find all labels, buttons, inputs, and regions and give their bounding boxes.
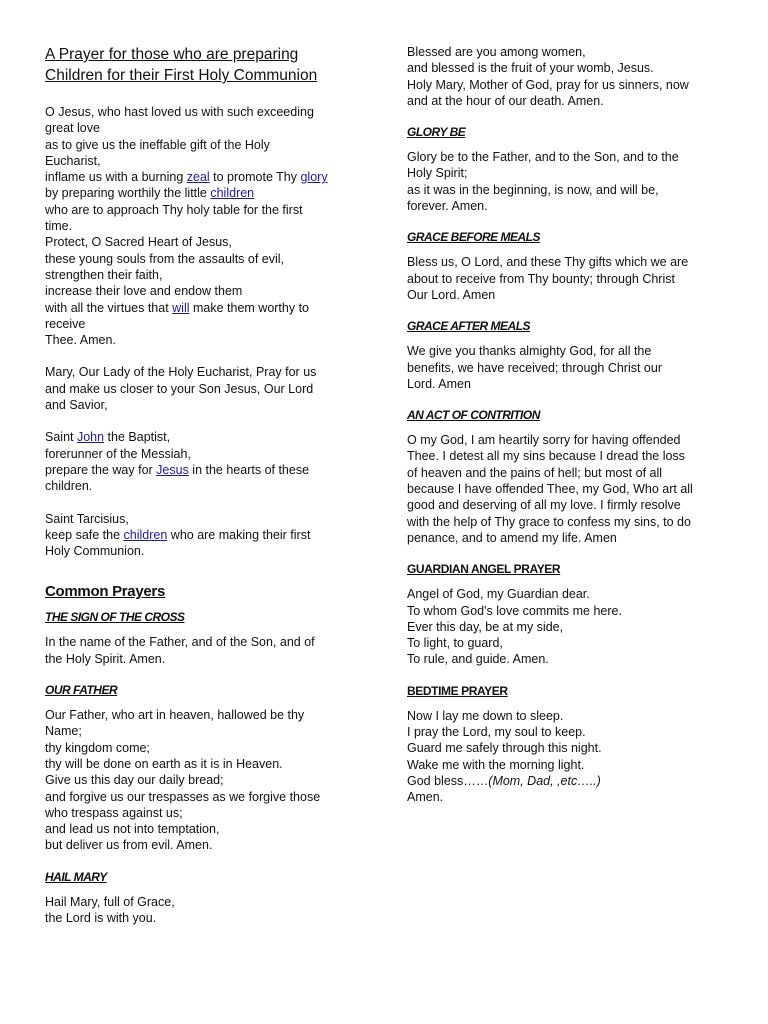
text-line: Eucharist, bbox=[45, 153, 101, 168]
text-line: Lord. Amen bbox=[407, 376, 471, 391]
text-fragment: with all the virtues that bbox=[45, 300, 173, 315]
text-line: Holy Spirit; bbox=[407, 166, 468, 181]
text-fragment: Saint bbox=[45, 430, 77, 445]
text-line: Name; bbox=[45, 724, 82, 739]
text-line: To whom God's love commits me here. bbox=[407, 603, 622, 618]
right-column bbox=[407, 44, 727, 806]
text-fragment: God bless…… bbox=[407, 773, 489, 788]
act-of-contrition-text bbox=[407, 432, 727, 546]
text-line: Holy Communion. bbox=[45, 544, 145, 559]
text-line: receive bbox=[45, 316, 86, 331]
sign-of-cross-text bbox=[45, 634, 365, 667]
text-line: as it was in the beginning, is now, and will be, bbox=[407, 182, 659, 197]
text-line: Blessed are you among women, bbox=[407, 45, 586, 59]
text-line: time. bbox=[45, 219, 73, 234]
mary-paragraph bbox=[45, 364, 365, 413]
children-link[interactable]: children bbox=[123, 527, 168, 542]
zeal-link[interactable]: zeal bbox=[186, 170, 210, 185]
text-line: I pray the Lord, my soul to keep. bbox=[407, 725, 586, 740]
common-prayers-heading: Common Prayers bbox=[45, 583, 166, 601]
text-line: forerunner of the Messiah, bbox=[45, 446, 191, 461]
text-line: with the help of Thy grace to confess my sins, to do bbox=[407, 514, 691, 529]
text-line: and forgive us our trespasses as we forgive those bbox=[45, 789, 321, 804]
text-line: and at the hour of our death. Amen. bbox=[407, 93, 604, 108]
text-line: great love bbox=[45, 121, 100, 136]
hail-mary-heading: HAIL MARY bbox=[45, 869, 107, 884]
text-line bbox=[407, 773, 727, 789]
grace-after-meals-heading: GRACE AFTER MEALS bbox=[407, 319, 531, 334]
text-fragment: keep safe the bbox=[45, 527, 124, 542]
text-line: about to receive from Thy bounty; through Christ bbox=[407, 271, 675, 286]
bedtime-prayer-heading: BEDTIME PRAYER bbox=[407, 683, 508, 698]
text-line: because I have offended Thee, my God, Who art all bbox=[407, 482, 693, 497]
text-line: Guard me safely through this night. bbox=[407, 741, 602, 756]
text-line: the Lord is with you. bbox=[45, 910, 157, 925]
text-line: good and deserving of all my love. I firmly resolve bbox=[407, 498, 681, 513]
text-line: Angel of God, my Guardian dear. bbox=[407, 587, 590, 602]
glory-be-heading: GLORY BE bbox=[407, 125, 466, 140]
text-line: and lead us not into temptation, bbox=[45, 822, 220, 837]
jesus-link[interactable]: Jesus bbox=[156, 462, 189, 477]
children-link[interactable]: children bbox=[210, 186, 255, 201]
sign-of-cross-heading: THE SIGN OF THE CROSS bbox=[45, 610, 185, 625]
title-line-1: A Prayer for those who are preparing bbox=[45, 46, 299, 63]
grace-before-meals-text bbox=[407, 254, 727, 303]
document-title bbox=[45, 44, 365, 86]
text-line: Our Lord. Amen bbox=[407, 287, 496, 302]
text-line: children. bbox=[45, 479, 93, 494]
text-line: of heaven and the pains of hell; but most of all bbox=[407, 465, 663, 480]
text-line: O Jesus, who hast loved us with such exceeding bbox=[45, 105, 314, 119]
text-line: Protect, O Sacred Heart of Jesus, bbox=[45, 235, 232, 250]
text-line: and Savior, bbox=[45, 398, 108, 413]
text-line bbox=[45, 169, 365, 185]
left-column bbox=[45, 44, 365, 926]
text-line: Ever this day, be at my side, bbox=[407, 619, 564, 634]
text-line: Thee. Amen. bbox=[45, 333, 116, 348]
text-line: strengthen their faith, bbox=[45, 267, 163, 282]
text-line: Hail Mary, full of Grace, bbox=[45, 894, 175, 909]
text-fragment: by preparing worthily the little bbox=[45, 186, 211, 201]
text-line: Give us this day our daily bread; bbox=[45, 773, 224, 788]
text-line: Our Father, who art in heaven, hallowed be thy bbox=[45, 708, 305, 723]
guardian-angel-heading: GUARDIAN ANGEL PRAYER bbox=[407, 562, 561, 577]
hail-mary-text bbox=[45, 894, 365, 927]
text-line: the Holy Spirit. Amen. bbox=[45, 651, 166, 666]
hail-mary-continued bbox=[407, 44, 727, 109]
text-line: these young souls from the assaults of evil, bbox=[45, 251, 285, 266]
text-line bbox=[45, 185, 365, 201]
text-fragment: in the hearts of these bbox=[188, 462, 310, 477]
text-line bbox=[45, 300, 365, 316]
text-line: as to give us the ineffable gift of the Holy bbox=[45, 137, 270, 152]
glory-be-text bbox=[407, 149, 727, 214]
act-of-contrition-heading: AN ACT OF CONTRITION bbox=[407, 408, 540, 423]
text-fragment: to promote Thy bbox=[209, 170, 301, 185]
guardian-angel-text bbox=[407, 586, 727, 667]
our-father-heading: OUR FATHER bbox=[45, 683, 118, 698]
text-line: Now I lay me down to sleep. bbox=[407, 708, 564, 723]
text-line: Amen. bbox=[407, 790, 444, 805]
text-line: penance, and to amend my life. Amen bbox=[407, 530, 617, 545]
john-link[interactable]: John bbox=[76, 430, 105, 445]
text-fragment: make them worthy to bbox=[189, 300, 310, 315]
text-fragment: the Baptist, bbox=[104, 430, 171, 445]
tarcisius-paragraph bbox=[45, 511, 365, 560]
text-fragment: inflame us with a burning bbox=[45, 170, 187, 185]
text-line: Saint Tarcisius, bbox=[45, 511, 129, 526]
will-link[interactable]: will bbox=[172, 300, 190, 315]
bedtime-prayer-text bbox=[407, 708, 727, 806]
text-line: In the name of the Father, and of the Son, and of bbox=[45, 635, 315, 650]
text-line: forever. Amen. bbox=[407, 199, 488, 214]
text-fragment-italic: (Mom, Dad, ,etc…..) bbox=[488, 773, 601, 788]
grace-after-meals-text bbox=[407, 343, 727, 392]
text-line: Glory be to the Father, and to the Son, and to the bbox=[407, 150, 679, 165]
text-line: Thee. I detest all my sins because I dread the loss bbox=[407, 449, 685, 464]
text-line: Bless us, O Lord, and these Thy gifts which we are bbox=[407, 255, 689, 270]
text-line: thy kingdom come; bbox=[45, 740, 150, 755]
text-fragment: who are making their first bbox=[167, 527, 311, 542]
title-line-2: Children for their First Holy Communion bbox=[45, 67, 318, 84]
text-line: To light, to guard, bbox=[407, 636, 503, 651]
text-fragment: prepare the way for bbox=[45, 462, 157, 477]
text-line bbox=[45, 527, 365, 543]
text-line bbox=[45, 462, 365, 478]
text-line bbox=[45, 429, 365, 445]
prayer-paragraph bbox=[45, 104, 365, 348]
text-line: benefits, we have received; through Christ our bbox=[407, 360, 662, 375]
text-line: thy will be done on earth as it is in Heaven. bbox=[45, 756, 283, 771]
john-paragraph bbox=[45, 429, 365, 494]
text-line: To rule, and guide. Amen. bbox=[407, 652, 549, 667]
text-line: increase their love and endow them bbox=[45, 284, 243, 299]
text-line: We give you thanks almighty God, for all the bbox=[407, 344, 652, 359]
text-line: and blessed is the fruit of your womb, Jesus. bbox=[407, 61, 654, 76]
text-line: but deliver us from evil. Amen. bbox=[45, 838, 213, 853]
text-line: Mary, Our Lady of the Holy Eucharist, Pray for us bbox=[45, 365, 317, 380]
text-line: who trespass against us; bbox=[45, 805, 183, 820]
text-line: O my God, I am heartily sorry for having offended bbox=[407, 433, 681, 448]
text-line: who are to approach Thy holy table for the first bbox=[45, 202, 303, 217]
text-line: Wake me with the morning light. bbox=[407, 757, 585, 772]
text-line: and make us closer to your Son Jesus, Our Lord bbox=[45, 381, 314, 396]
text-line: Holy Mary, Mother of God, pray for us sinners, now bbox=[407, 77, 689, 92]
our-father-text bbox=[45, 707, 365, 854]
grace-before-meals-heading: GRACE BEFORE MEALS bbox=[407, 230, 541, 245]
glory-link[interactable]: glory bbox=[300, 170, 328, 185]
